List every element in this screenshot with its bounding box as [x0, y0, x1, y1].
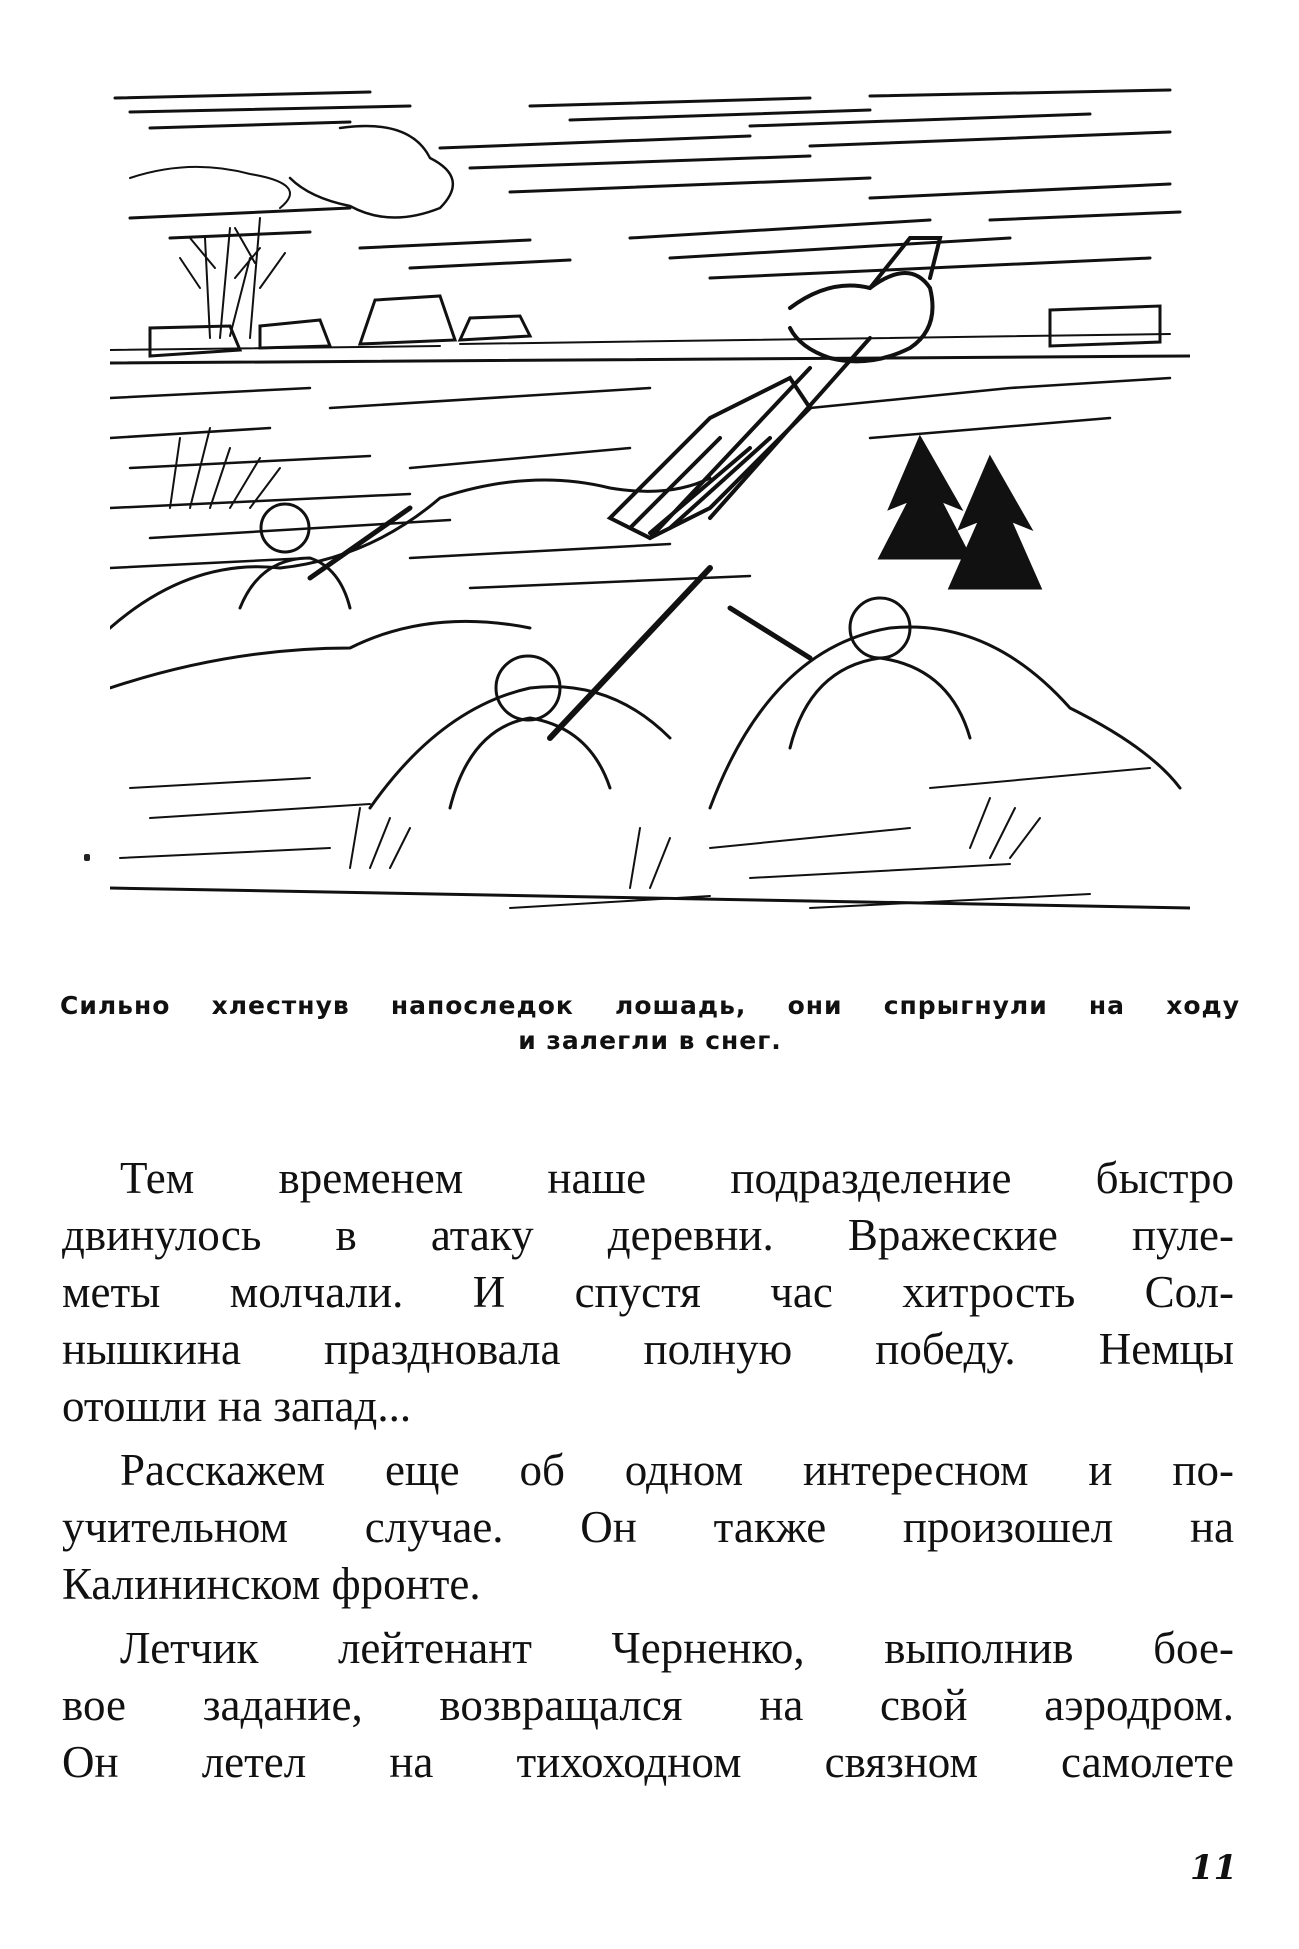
- text-line: вое задание, возвращался на свой аэродром.: [62, 1680, 1234, 1730]
- main-text: [62, 1150, 1234, 1798]
- paragraph: [62, 1150, 1234, 1435]
- text-line: нышкина праздновала полную победу. Немцы: [62, 1324, 1234, 1374]
- text-line: Тем временем наше подразделение быстро: [120, 1153, 1234, 1203]
- text-line: двинулось в атаку деревни. Вражеские пуле-: [62, 1210, 1234, 1260]
- text-line: учительном случае. Он также произошел на: [62, 1502, 1234, 1552]
- winter-battle-illustration: [110, 88, 1190, 948]
- paragraph: [62, 1442, 1234, 1613]
- paragraph: [62, 1620, 1234, 1791]
- text-line: отошли на запад...: [62, 1381, 412, 1431]
- text-line: Летчик лейтенант Черненко, выполнив бое-: [120, 1623, 1234, 1673]
- caption-line: и залегли в снег.: [518, 1026, 782, 1055]
- text-line: Расскажем еще об одном интересном и по-: [120, 1445, 1234, 1495]
- text-line: Калининском фронте.: [62, 1559, 481, 1609]
- caption-line: Сильно хлестнув напоследок лошадь, они спрыгнули на ходу: [60, 991, 1240, 1020]
- text-line: Он летел на тихоходном связном самолете: [62, 1737, 1234, 1787]
- illustration-caption: [60, 988, 1240, 1058]
- page-number: 11: [1190, 1848, 1238, 1888]
- text-line: меты молчали. И спустя час хитрость Сол-: [62, 1267, 1234, 1317]
- ink-speck: [84, 854, 90, 861]
